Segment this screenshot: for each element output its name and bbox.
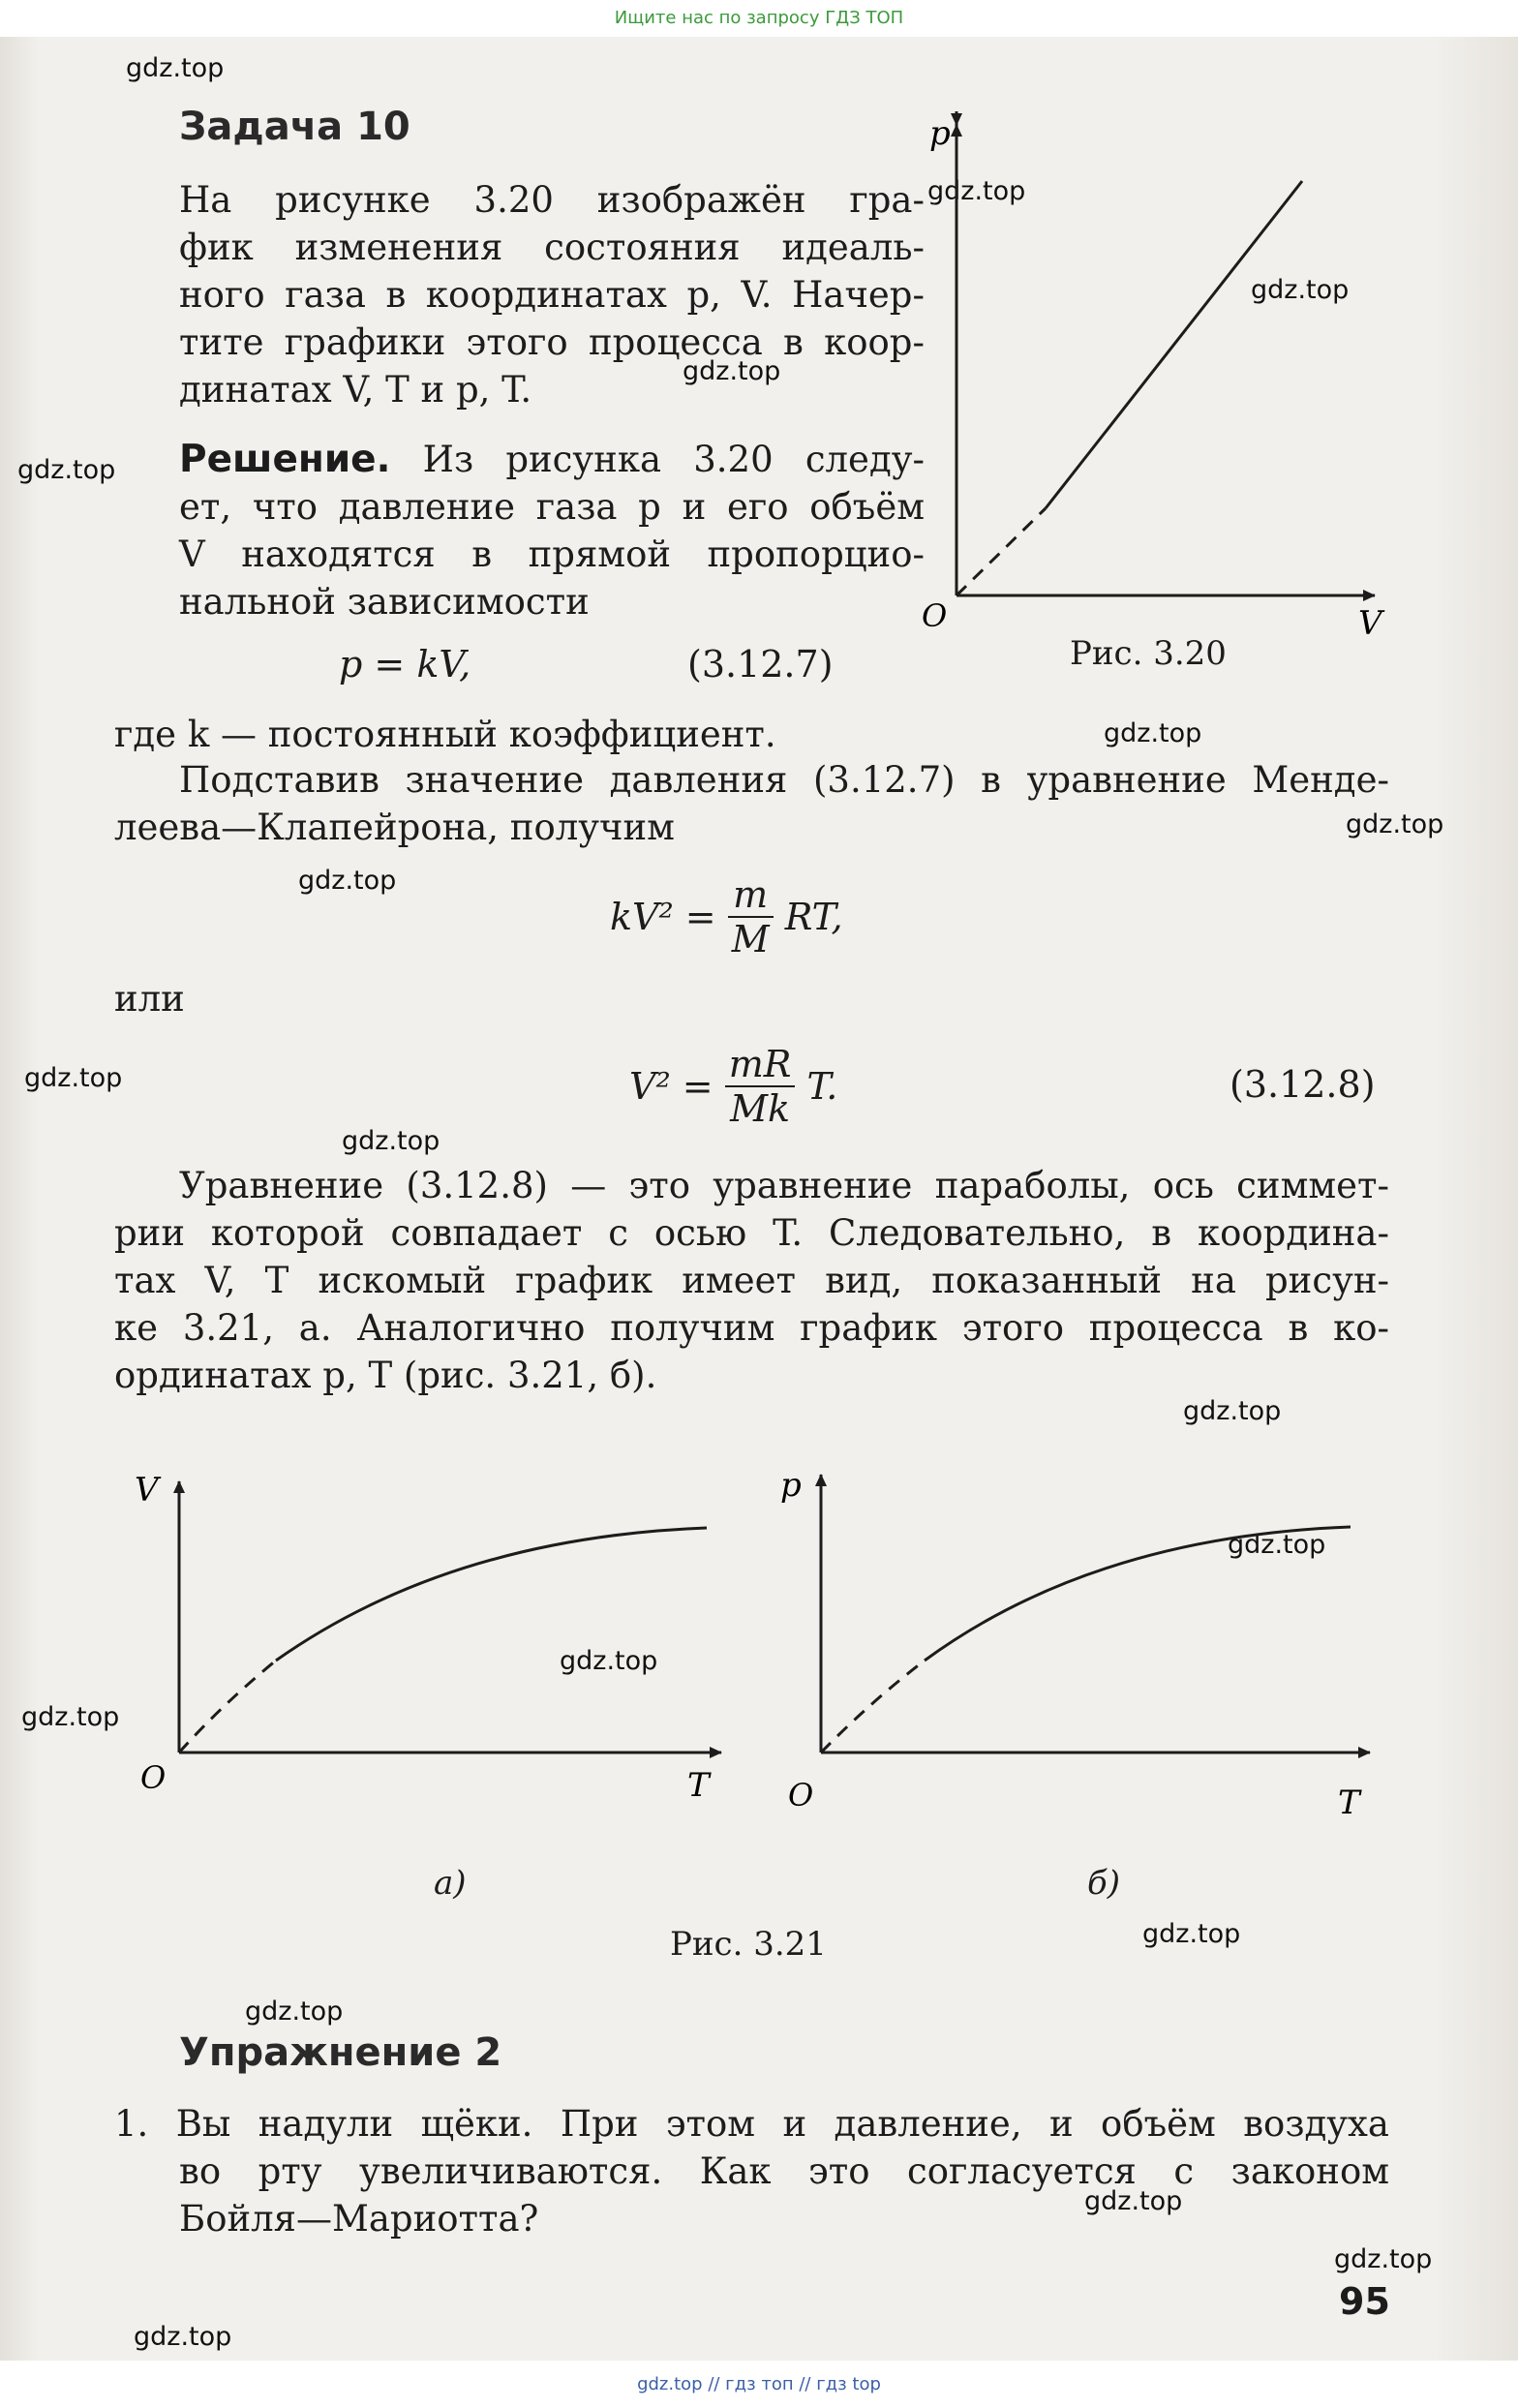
figure-3-21-a-label: а): [434, 1864, 467, 1903]
frac-numerator: m: [728, 873, 774, 918]
substitution-line: Подставив значение давления (3.12.7) в уравнение Менде-: [179, 759, 1389, 801]
statement-line: ного газа в координатах p, V. Начер-: [179, 274, 925, 316]
solution-line: нальной зависимости: [179, 581, 590, 623]
watermark: gdz.top: [1228, 1530, 1326, 1560]
equation-3-12-8: V² = $\frac{mR}{Mk}$ T.: [629, 1043, 838, 1130]
solution-label: Решение.: [179, 438, 391, 481]
extrapolation-curve: [179, 1661, 276, 1753]
conclusion-line: рии которой совпадает с осью T. Следовательно, в координа-: [114, 1212, 1389, 1254]
substitution-block: [179, 756, 1389, 804]
or-text: или: [114, 978, 185, 1020]
solution-line: Из рисунка 3.20 следу-: [422, 439, 925, 480]
solution-block: [179, 436, 925, 625]
frac-numerator: mR: [725, 1043, 796, 1087]
process-curve: [276, 1528, 707, 1661]
exercise-heading: Упражнение 2: [179, 2030, 502, 2075]
frac-denominator: Mk: [730, 1087, 790, 1130]
task-heading: Задача 10: [179, 105, 410, 149]
task-statement: [179, 176, 925, 413]
statement-line: динатах V, T и p, T.: [179, 369, 532, 411]
watermark: gdz.top: [342, 1126, 440, 1156]
watermark: gdz.top: [298, 866, 397, 896]
watermark: gdz.top: [1251, 275, 1350, 305]
watermark: gdz.top: [1084, 2186, 1183, 2216]
process-curve: [925, 1527, 1351, 1661]
where-k-text: где k — постоянный коэффициент.: [114, 714, 776, 755]
v-axis-label: V: [135, 1471, 159, 1509]
figure-3-20-caption: Рис. 3.20: [1070, 634, 1227, 673]
bottom-banner[interactable]: gdz.top // гдз топ // гдз top: [0, 2361, 1518, 2408]
watermark: gdz.top: [927, 176, 1026, 206]
figure-3-21-b: [774, 1457, 1394, 1825]
statement-line: На рисунке 3.20 изображён гра-: [179, 179, 925, 221]
p-axis-label: p: [780, 1466, 802, 1505]
process-line: [1046, 181, 1302, 508]
watermark: gdz.top: [245, 1997, 344, 2027]
watermark: gdz.top: [1142, 1919, 1241, 1949]
solution-line: ет, что давление газа p и его объём: [179, 486, 925, 528]
equation-3-12-8-number: (3.12.8): [1230, 1063, 1376, 1106]
watermark: gdz.top: [134, 2322, 232, 2352]
watermark: gdz.top: [17, 455, 116, 485]
figure-3-21-a: [131, 1462, 750, 1811]
conclusion-line: ке 3.21, а. Аналогично получим график этого процесса в ко-: [114, 1307, 1389, 1349]
p-axis-label: p: [929, 114, 951, 153]
origin-label: O: [140, 1759, 167, 1796]
watermark: gdz.top: [1346, 809, 1444, 839]
frac-denominator: M: [731, 918, 770, 960]
figure-3-21-caption: Рис. 3.21: [670, 1925, 827, 1964]
v-axis-label: V: [1358, 604, 1382, 643]
origin-label: O: [788, 1777, 814, 1814]
statement-line: тите графики этого процесса в коор-: [179, 321, 925, 363]
equation-3-12-7-number: (3.12.7): [687, 643, 834, 686]
watermark: gdz.top: [24, 1063, 123, 1093]
extrapolation-line: [956, 508, 1046, 595]
conclusion-line: Уравнение (3.12.8) — это уравнение параболы, ось симмет-: [179, 1165, 1389, 1206]
watermark: gdz.top: [126, 53, 225, 83]
equation-kv2: kV² = $\frac{m}{M}$ RT,: [610, 873, 843, 960]
top-banner[interactable]: Ищите нас по запросу ГДЗ ТОП: [0, 0, 1518, 37]
t-axis-label: T: [687, 1766, 710, 1805]
page-number: 95: [1339, 2280, 1390, 2323]
substitution-line: леева—Клапейрона, получим: [114, 807, 675, 848]
exercise-line: 1. Вы надули щёки. При этом и давление, и объём воздуха: [114, 2103, 1389, 2145]
conclusion-line: ординатах p, T (рис. 3.21, б).: [114, 1355, 657, 1396]
watermark: gdz.top: [560, 1646, 658, 1676]
figure-3-21-b-label: б): [1087, 1864, 1121, 1903]
origin-label: O: [922, 597, 948, 634]
conclusion-line: тах V, T искомый график имеет вид, показанный на рисун-: [114, 1260, 1389, 1301]
watermark: gdz.top: [21, 1702, 120, 1732]
exercise-line: Бойля—Мариотта?: [179, 2198, 539, 2240]
exercise-item: [114, 2100, 1389, 2242]
watermark: gdz.top: [1334, 2244, 1433, 2274]
watermark: gdz.top: [683, 356, 781, 386]
equation-3-12-7: p = kV,: [339, 643, 471, 686]
conclusion-block: [114, 1162, 1389, 1399]
watermark: gdz.top: [1183, 1396, 1282, 1426]
watermark: gdz.top: [1104, 718, 1202, 748]
statement-line: фик изменения состояния идеаль-: [179, 227, 925, 268]
extrapolation-curve: [821, 1661, 925, 1753]
figure-3-20: [922, 111, 1404, 643]
t-axis-label: T: [1338, 1783, 1360, 1822]
exercise-line: во рту увеличиваются. Как это согласуется с законом: [179, 2150, 1389, 2192]
solution-line: V находятся в прямой пропорцио-: [179, 533, 925, 575]
